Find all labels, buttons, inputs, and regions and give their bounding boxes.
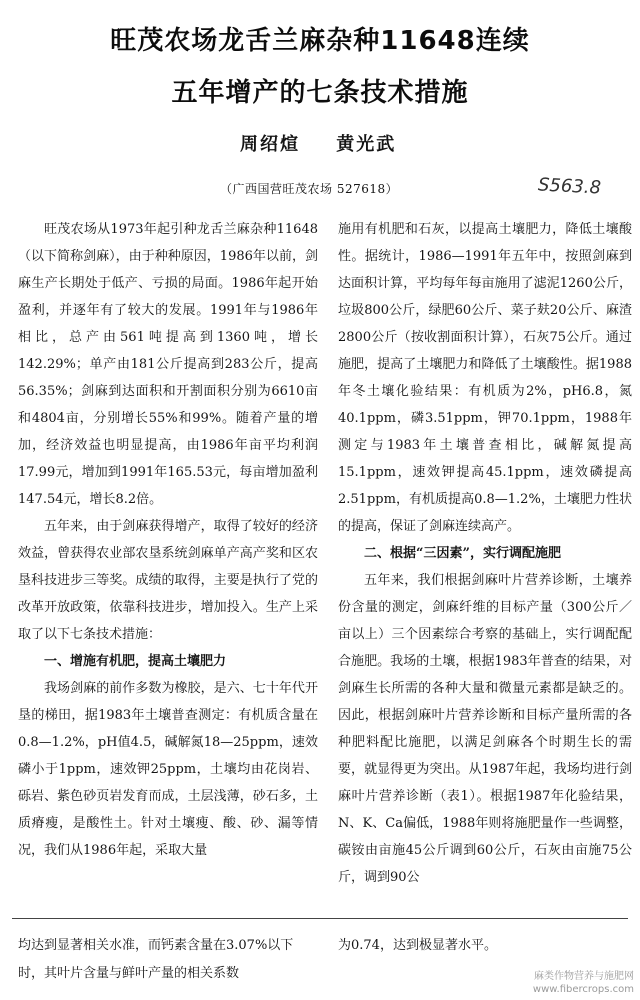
footnote-divider [12,918,628,919]
watermark-site-name: 麻类作物营养与施肥网 [534,971,634,982]
left-column [18,216,318,864]
paragraph: 五年来，我们根据剑麻叶片营养诊断，土壤养份含量的测定，剑麻纤维的目标产量（300公斤／亩以上）三个因素综合考察的基础上，实行调配配合施肥。我场的土壤，根据1983年普查的结果，对剑麻生长所需的各种大量和微量元素都是缺乏的。因此，根据剑麻叶片营养诊断和目标产量所需的各种肥料配比施肥，以满足剑麻各个时期生长的需要，就显得更为突出。从1987年起，我场均进行剑麻叶片营养诊断（表1）。根据1987年化验结果，N、K、Ca偏低，1988年则将施肥量作一些调整，碳铵由亩施45公斤调到60公斤，石灰由亩施75公斤，调到90公 [338,573,632,885]
section-heading: 二、根据“三因素”，实行调配施肥 [364,546,561,561]
affiliation: （广西国营旺茂农场 527618） [220,182,399,196]
authors [240,130,424,156]
watermark-url: www.fibercrops.com [532,984,634,995]
paragraph: 旺茂农场从1973年起引种龙舌兰麻杂种11648（以下简称剑麻），由于种种原因，1986年以前，剑麻生产长期处于低产、亏损的局面。1986年起开始盈利，并逐年有了较大的发展。1991年与1986年相比，总产由561吨提高到1360吨，增长142.29%；单产由181公斤提高到283公斤，提高56.35%；剑麻到达面积和开割面积分别为6610亩和4804亩，分别增长55%和99%。随着产量的增加，经济效益也明显提高，由1986年亩平均利润17.99元，增加到1991年165.53元，每亩增加盈利147.54元，增长8.2倍。 [18,222,318,507]
right-column [338,216,632,891]
paragraph: 我场剑麻的前作多数为橡胶，是六、七十年代开垦的梯田，据1983年土壤普查测定：有机质含量在0.8—1.2%，pH值4.5，碱解氮18—25ppm，速效磷小于1ppm，速效钾25ppm，土壤均由花岗岩、砾岩、紫色砂页岩发育而成，土层浅薄，砂石多，土质瘠瘦，是酸性土。针对土壤瘦、酸、砂、漏等情况，我们从1986年起，采取大量 [18,681,318,858]
section-heading: 一、增施有机肥，提高土壤肥力 [44,654,227,669]
watermark [533,970,634,996]
handwritten-call-number: S563.8 [537,174,602,199]
article-title-line2: 五年增产的七条技术措施 [171,78,469,108]
bottom-right-text: 为0.74，达到极显著水平。 [338,938,497,953]
article-title-line1: 旺茂农场龙舌兰麻杂种11648连续 [110,26,530,56]
author-1: 周绍煊 [240,134,300,155]
author-2: 黄光武 [336,134,397,155]
bottom-left-text: 均达到显著相关水准，而钙素含量在3.07%以下时，其叶片含量与鲜叶产量的相关系数 [18,938,294,981]
paragraph: 施用有机肥和石灰，以提高土壤肥力，降低土壤酸性。据统计，1986—1991年五年中，按照剑麻到达面积计算，平均每年每亩施用了滤泥1260公斤，垃圾800公斤，绿肥60公斤、菜子麸20公斤、麻渣2800公斤（按收割面积计算），石灰75公斤。通过施肥，提高了土壤肥力和降低了土壤酸性。据1988年冬土壤化验结果：有机质为2%，pH6.8，氮40.1ppm，磷3.51ppm，钾70.1ppm，1988年测定与1983年土壤普查相比，碱解氮提高15.1ppm，速效钾提高45.1ppm，速效磷提高2.51ppm，有机质提高0.8—1.2%，土壤肥力性状的提高，保证了剑麻连续高产。 [338,222,632,534]
paragraph: 五年来，由于剑麻获得增产，取得了较好的经济效益，曾获得农业部农垦系统剑麻单产高产奖和区农垦科技进步三等奖。成绩的取得，主要是执行了党的改革开放政策，依靠科技进步，增加投入。生产上采取了以下七条技术措施： [18,519,318,642]
